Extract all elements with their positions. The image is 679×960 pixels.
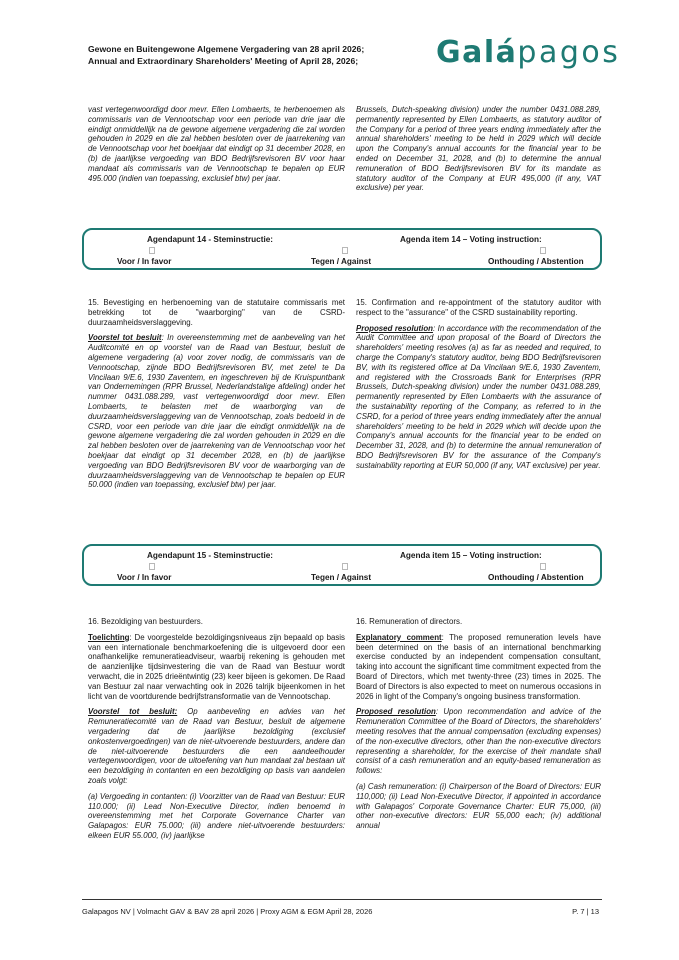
logo-prefix: Galá: [436, 35, 518, 70]
checkbox-15-abstain[interactable]: [540, 563, 546, 570]
item-16-comment-label-en: Explanatory comment: [356, 632, 442, 642]
voting-box-15-title-en: Agenda item 15 – Voting instruction:: [400, 551, 542, 560]
page-number: P. 7 | 13: [572, 907, 599, 916]
header-title: [88, 43, 418, 67]
item-15-nl: [88, 298, 345, 496]
option-14-against: Tegen / Against: [311, 257, 372, 266]
logo-suffix: pagos: [517, 35, 621, 70]
voting-box-15: [82, 544, 602, 586]
option-15-abstain: Onthouding / Abstention: [488, 573, 584, 582]
item-16-label-en: Proposed resolution: [356, 707, 436, 717]
item-15-body-nl: : In overeenstemming met de aanbeveling van het Auditcomité en op voorstel van de Raad van Bestuur, besluit de algemene vergadering (a) voor zover nodig, de commissaris van de Vennootschap, zijnde BDO Bedrijfsrevisoren BV, met zetel te Da Vincilaan 9/E.6, 1930 Zaventem, en ingeschreven bij de Kruispuntbank van Ondernemingen (RPR Brussel, Nederlandstalige afdeling) onder het nummer 0431.088.289, vast vertegenwoordigd door mevr. Ellen Lombaerts, te belasten met de waarborging van de duurzaamheidsverslaggeving van de Vennootschap, zoals bedoeld in de CSRD, voor een periode van drie jaar die eindigt onmiddellijk na de gewone algemene vergadering die zal worden gehouden in 2029 en die zal hebben besloten over de jaarrekening van de Vennootschap voor het boekjaar dat eindigt op 31 december 2028, en (b) de jaarlijkse vergoeding van BDO Bedrijfsrevisoren BV voor de waarborging van de duurzaamheidsverslaggeving van de Vennootschap te bepalen op EUR 50.000 (indien van toepassing, exclusief btw) per jaar.: [88, 333, 345, 490]
item-15-label-en: Proposed resolution: [356, 323, 433, 333]
item-16-comment-label-nl: Toelichting: [88, 632, 130, 642]
item-15-label-nl: Voorstel tot besluit: [88, 333, 162, 343]
item-15-heading-en: 15. Confirmation and re-appointment of the statutory auditor with respect to the "assurance" of the CSRD sustainability reporting.: [356, 298, 601, 317]
option-14-abstain: Onthouding / Abstention: [488, 257, 584, 266]
intro-en: Brussels, Dutch-speaking division) under the number 0431.088.289, permanently represented by Ellen Lombaerts, as statutory auditor of the Company for a period of three years ending immediately after the annual shareholders' meeting to be held in 2029 which will decide upon the Company's annual accounts for the financial year to be ended on December 31, 2028, and (b) to determine the annual remuneration of BDO Bedrijfsrevisoren BV for its mandate as statutory auditor of the Company at EUR 495,000 (if any, VAT exclusive) per year.: [356, 105, 601, 193]
option-15-for: Voor / In favor: [117, 573, 172, 582]
item-16-heading-en: 16. Remuneration of directors.: [356, 617, 463, 626]
voting-box-15-title-nl: Agendapunt 15 - Steminstructie:: [147, 551, 274, 560]
item-16-list-en: (a) Cash remuneration: (i) Chairperson of the Board of Directors: EUR 110,000; (ii) Lead Non-Executive Director, if appointed in accordance with Galapagos' Corporate Governance Charter: EUR 75,000, (iii) other non-executive directors: EUR 55,000 each; (iv) additional annual: [356, 781, 601, 831]
item-16-comment-nl: : De voorgestelde bezoldigingsniveaus zijn bepaald op basis van een internationale benchmarkoefening die is uitgevoerd door een onafhankelijke remuneratieadviseur, waarbij rekening is gehouden met de aanzienlijke tijdsinvestering die van de Raad van Bestuur wordt verwacht, die in 2025 drieëntwintig (23) keer bijeen is gekomen. De Raad van Bestuur zal naar verwachting ook in 2026 talrijk bijeenkomen in het licht van de voortdurende bedrijfstransformatie van de Vennootschap.: [88, 632, 345, 701]
checkbox-14-abstain[interactable]: [540, 247, 546, 254]
item-15-heading-nl: 15. Bevestiging en herbenoeming van de statutaire commissaris met betrekking tot de "waarborging" van de CSRD-duurzaamheidsverslaggeving.: [88, 298, 345, 327]
checkbox-14-for[interactable]: [149, 247, 155, 254]
header-title-en: Annual and Extraordinary Shareholders' Meeting of April 28, 2026;: [88, 56, 359, 66]
voting-box-14: [82, 228, 602, 270]
checkbox-14-against[interactable]: [342, 247, 348, 254]
footer-divider: [82, 899, 602, 900]
footer-left: Galapagos NV | Volmacht GAV & BAV 28 april 2026 | Proxy AGM & EGM April 28, 2026: [82, 907, 373, 916]
item-15-body-en: : In accordance with the recommendation of the Audit Committee and upon proposal of the Board of Directors the shareholders' meeting resolves (a) as far as needed and required, to charge the Company's statutory auditor, being BDO Bedrijfsrevisoren BV, with its registered office at Da Vincilaan 9/E.6, 1930 Zaventem, and registered with the Crossroads Bank for Enterprises (RPR Brussels, Dutch-speaking division) under the number 0431.088.289, permanently represented by Ellen Lombaerts with the assurance of the sustainability reporting of the Company, as referred to in the CSRD, for a period of three years ending immediately after the annual shareholders' meeting to be held in 2029 which will decide upon the Company's annual accounts for the financial year to be ended on December 31, 2028, and (b) to determine the annual remuneration of BDO Bedrijfsrevisoren BV for the assurance of the Company's sustainability reporting at EUR 50,000 (if any, VAT exclusive) per year.: [356, 323, 601, 470]
voting-box-14-title-en: Agenda item 14 – Voting instruction:: [400, 235, 542, 244]
option-15-against: Tegen / Against: [311, 573, 372, 582]
item-16-label-nl: Voorstel tot besluit:: [88, 707, 178, 717]
item-16-nl: [88, 617, 345, 847]
item-16-list-nl: (a) Vergoeding in contanten: (i) Voorzitter van de Raad van Bestuur: EUR 110.000; (ii) Lead Non-Executive Director, indien benoemd in overeenstemming met het Corporate Governance Charter van Galapagos: EUR 75.000; (iii) andere niet-uitvoerende bestuurders: elkeen EUR 55.000, (iv) jaarlijkse: [88, 791, 345, 840]
galapagos-logo: [436, 33, 620, 73]
intro-nl: vast vertegenwoordigd door mevr. Ellen Lombaerts, te herbenoemen als commissaris van de Vennootschap voor een periode van drie jaar die eindigt onmiddellijk na de gewone algemene vergadering die zal worden gehouden in 2029 en die zal hebben besloten over de jaarrekening van de Vennootschap voor het boekjaar dat eindigt op 31 december 2028, en (b) de jaarlijkse vergoeding van BDO Bedrijfsrevisoren BV voor haar mandaat als commissaris van de Vennootschap te bepalen op EUR 495.000 (indien van toepassing, exclusief btw) per jaar.: [88, 105, 345, 183]
voting-box-14-title-nl: Agendapunt 14 - Steminstructie:: [147, 235, 274, 244]
item-15-en: [356, 298, 601, 477]
checkbox-15-against[interactable]: [342, 563, 348, 570]
item-16-en: [356, 617, 601, 837]
header-title-nl: Gewone en Buitengewone Algemene Vergadering van 28 april 2026;: [88, 44, 365, 54]
item-16-body-en: : Upon recommendation and advice of the Remuneration Committee of the Board of Directors, the shareholders' meeting resolves that the annual compensation (excluding expenses) of the non-executive directors, other than the non-executive directors representing a shareholder, for the exercise of their mandate shall consist of a cash remuneration and an equity-based remuneration as follows:: [356, 707, 601, 776]
item-16-body-nl: Op aanbeveling en advies van het Remuneratiecomité van de Raad van Bestuur, besluit de algemene vergadering dat de jaarlijkse bezoldiging (exclusief onkostenvergoedingen) van de niet-uitvoerende bestuurders, andere dan de niet-uitvoerende bestuurders die een aandeelhouder vertegenwoordigen, voor de uitoefening van hun mandaat zal bestaan uit een bezoldiging in contanten en een bezoldiging op basis van aandelen zoals volgt:: [88, 707, 345, 785]
item-16-heading-nl: 16. Bezoldiging van bestuurders.: [88, 617, 203, 626]
item-16-comment-en: : The proposed remuneration levels have been determined on the basis of an international benchmarking exercise conducted by an independent compensation consultant, taking into account the significant time commitment expected from the Board of Directors, which met twenty-three (23) times in 2025. The Board of Directors is also expected to meet on numerous occasions in 2026 in light of the Company's ongoing business transformation.: [356, 632, 601, 701]
checkbox-15-for[interactable]: [149, 563, 155, 570]
option-14-for: Voor / In favor: [117, 257, 172, 266]
